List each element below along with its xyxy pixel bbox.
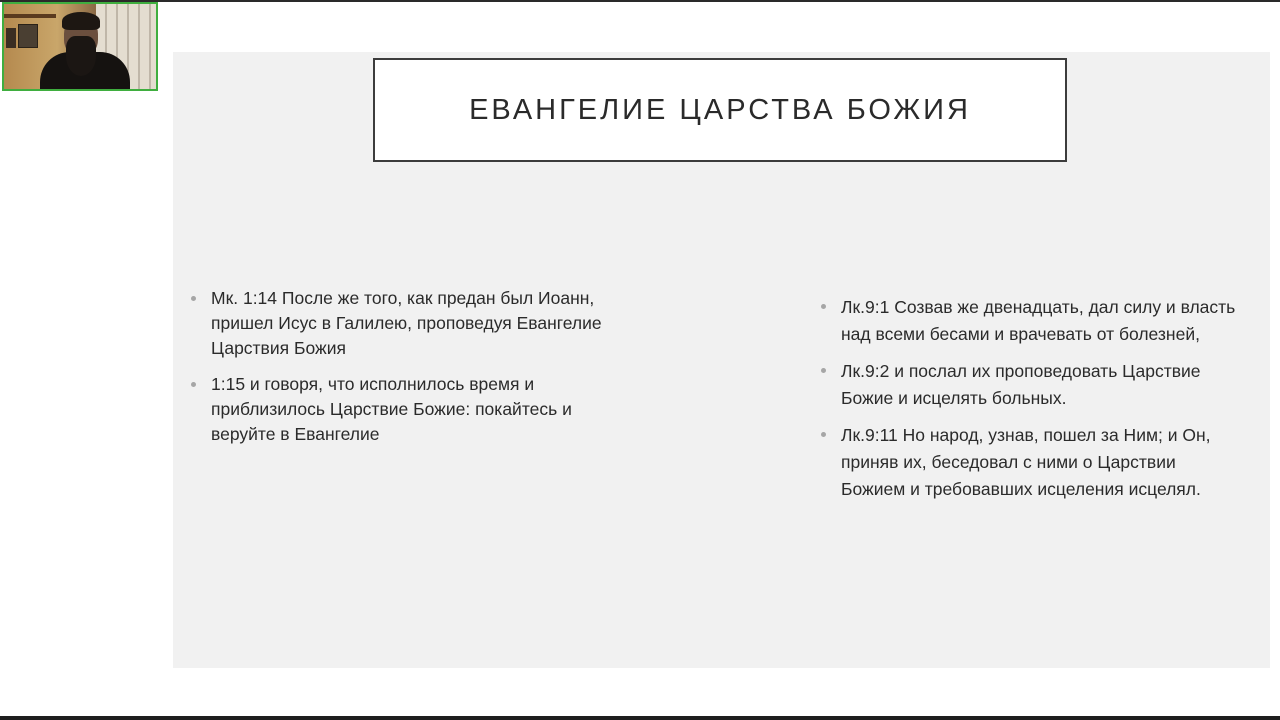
bullet-item: [191, 286, 641, 361]
wall-icon-frame: [18, 24, 38, 48]
slide-title-box: [373, 58, 1067, 162]
left-bullet-list: [191, 286, 641, 458]
bullet-text: Мк. 1:14 После же того, как предан был Иоанн, пришел Исус в Галилею, проповедуя Евангелие Царствия Божия: [211, 288, 602, 358]
bullet-dot-icon: [821, 304, 826, 309]
top-border: [0, 0, 1280, 2]
wall-icon-frame-small: [6, 28, 16, 48]
bullet-text: 1:15 и говоря, что исполнилось время и приблизилось Царствие Божие: покайтесь и веруйте в Евангелие: [211, 374, 572, 444]
webcam-thumbnail[interactable]: [2, 2, 158, 91]
presenter-beard: [66, 36, 96, 76]
presenter-hair: [62, 12, 100, 30]
bullet-dot-icon: [821, 432, 826, 437]
bullet-item: [821, 294, 1241, 348]
presentation-slide: [173, 52, 1270, 668]
bullet-text: Лк.9:11 Но народ, узнав, пошел за Ним; и Он, приняв их, беседовал с ними о Царствии Божием и требовавших исцеления исцелял.: [841, 425, 1211, 499]
bullet-item: [191, 372, 641, 447]
bullet-text: Лк.9:1 Созвав же двенадцать, дал силу и власть над всеми бесами и врачевать от болезней,: [841, 297, 1236, 344]
bullet-text: Лк.9:2 и послал их проповедовать Царствие Божие и исцелять больных.: [841, 361, 1201, 408]
bottom-border: [0, 716, 1280, 720]
bullet-dot-icon: [191, 296, 196, 301]
bullet-item: [821, 422, 1241, 503]
right-bullet-list: [821, 294, 1241, 513]
bullet-dot-icon: [191, 382, 196, 387]
bullet-dot-icon: [821, 368, 826, 373]
slide-title: ЕВАНГЕЛИЕ ЦАРСТВА БОЖИЯ: [469, 93, 971, 126]
bullet-item: [821, 358, 1241, 412]
wall-shelf: [4, 14, 56, 18]
